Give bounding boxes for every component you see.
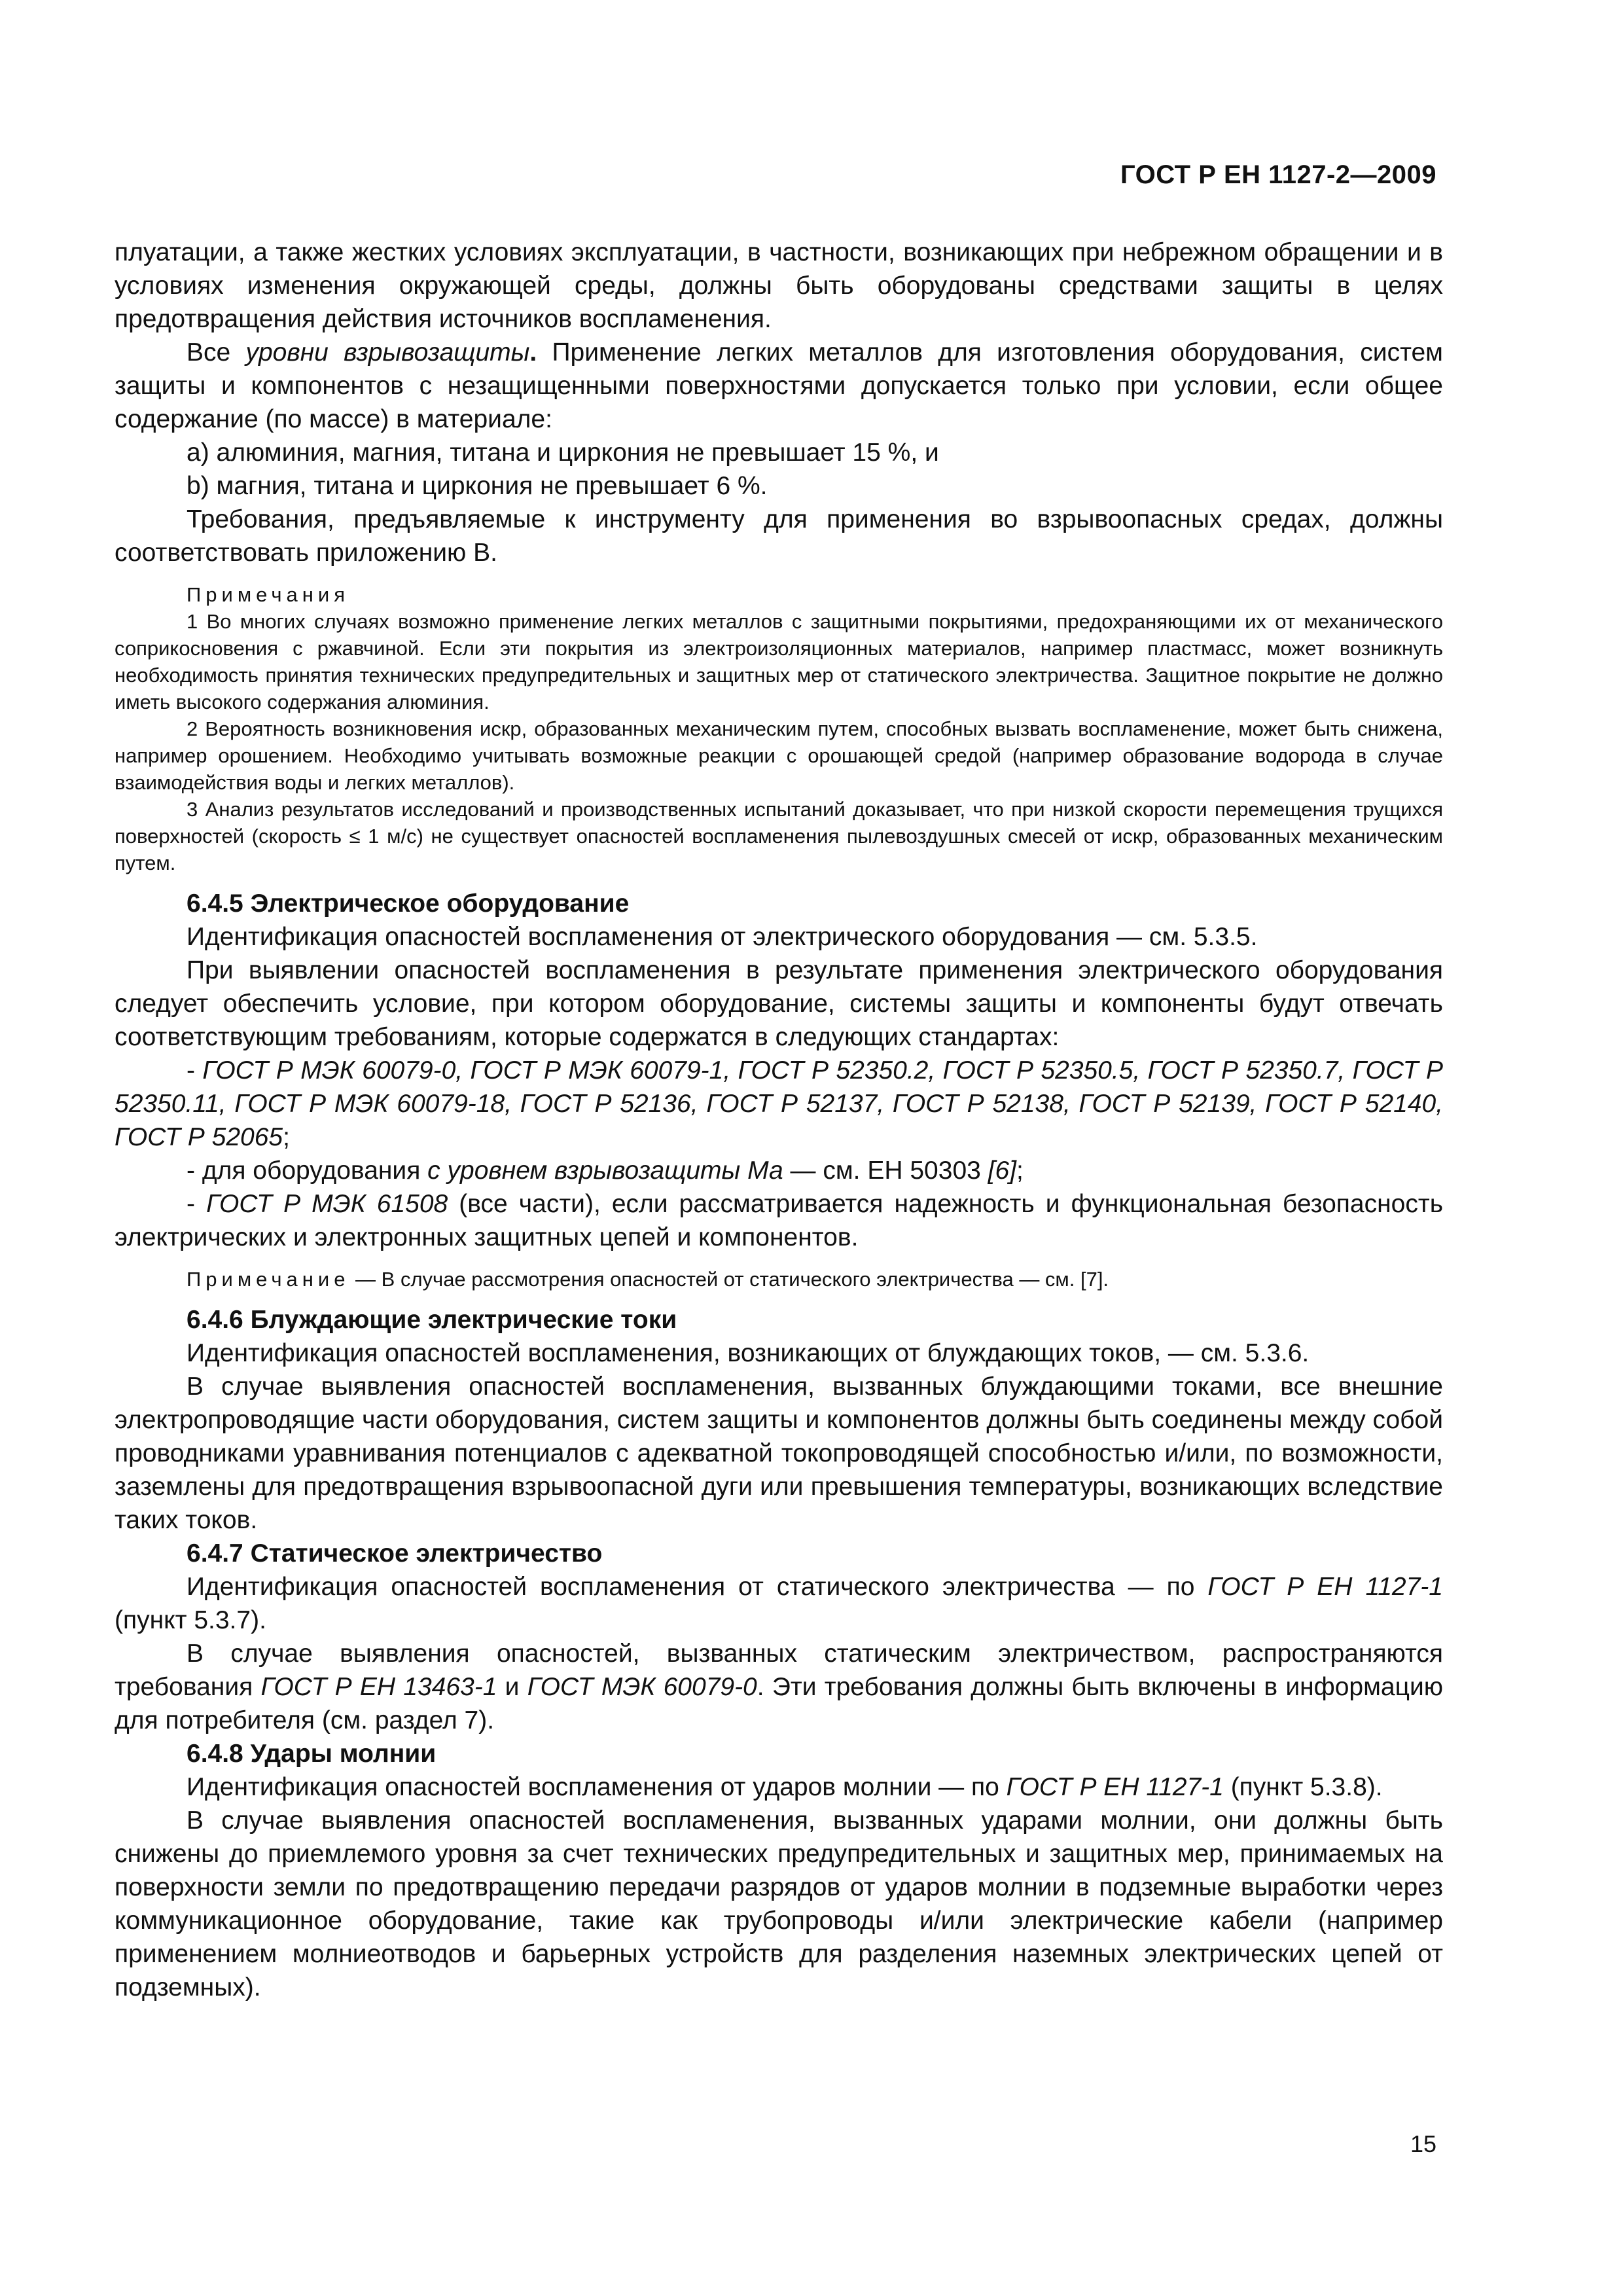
s645-bullet-1 bbox=[115, 1054, 1443, 1154]
text-run: (все части), если рассматривается надежность и функциональная безопасность электрических и электронных защитных цепей и компонентов. bbox=[115, 1190, 1444, 1251]
note-text: — В случае рассмотрения опасностей от статического электричества — см. [7]. bbox=[349, 1268, 1109, 1291]
section-heading-6-4-8: 6.4.8 Удары молнии bbox=[187, 1740, 437, 1768]
s646-paragraph-2: В случае выявления опасностей воспламенения, вызванных блуждающими токами, все внешние электропроводящие части оборудования, систем защиты и компонентов должны быть соединены между собой проводниками уравнивания потенциалов с адекватной токопроводящей способностью и/или, по возможности, заземлены для предотвращения взрывоопасной дуги или превышения температуры, возникающих вследствие таких токов. bbox=[115, 1372, 1443, 1534]
list-item-a: а) алюминия, магния, титана и циркония не превышает 15 %, и bbox=[187, 439, 939, 467]
s645-paragraph-2: При выявлении опасностей воспламенения в результате применения электрического оборудования следует обеспечить условие, при котором оборудование, системы защиты и компоненты будут отвечать соответствующим требованиям, которые содержатся в следующих стандартах: bbox=[115, 956, 1443, 1051]
text-run: - bbox=[187, 1190, 207, 1218]
text-run: Все bbox=[187, 338, 246, 367]
s645-bullet-3 bbox=[115, 1187, 1443, 1254]
notes-title: Примечания bbox=[187, 583, 349, 606]
text-run: (пункт 5.3.7). bbox=[115, 1606, 266, 1634]
text-run: ; bbox=[1016, 1157, 1024, 1185]
emphasis-text: с уровнем взрывозащиты Ма bbox=[427, 1157, 783, 1185]
text-run: Идентификация опасностей воспламенения от ударов молнии — по bbox=[187, 1773, 1007, 1801]
s648-paragraph-2: В случае выявления опасностей воспламенения, вызванных ударами молнии, они должны быть снижены до приемлемого уровня за счет технических предупредительных и защитных мер, принимаемых на поверхности земли по предотвращению передачи разрядов от ударов молнии в подземные выработки через коммуникационное оборудование, такие как трубопроводы и/или электрические кабели (например применением молниеотводов и барьерных устройств для разделения наземных электрических цепей от подземных). bbox=[115, 1806, 1443, 2001]
standard-ref: ГОСТ Р МЭК 61508 bbox=[206, 1190, 448, 1218]
page-body bbox=[115, 236, 1443, 2004]
text-run: ; bbox=[283, 1123, 290, 1151]
standard-ref: ГОСТ Р ЕН 1127-1 bbox=[1207, 1573, 1443, 1601]
text-run: - bbox=[187, 1056, 203, 1085]
reference: [6] bbox=[988, 1157, 1017, 1185]
emphasis-text: уровни взрывозащиты bbox=[245, 338, 530, 367]
standards-list: ГОСТ Р МЭК 60079-0, ГОСТ Р МЭК 60079-1, ГОСТ Р 52350.2, ГОСТ Р 52350.5, ГОСТ Р 52350.7, ГОСТ Р 52350.11, ГОСТ Р МЭК 60079-18, ГОСТ Р 52136, ГОСТ Р 52137, ГОСТ Р 52138, ГОСТ Р 52139, ГОСТ Р 52140, ГОСТ Р 52065 bbox=[115, 1056, 1443, 1151]
text-run: Идентификация опасностей воспламенения от статического электричества — по bbox=[187, 1573, 1208, 1601]
section-heading-6-4-5: 6.4.5 Электрическое оборудование bbox=[187, 889, 630, 918]
text-run: (пункт 5.3.8). bbox=[1223, 1773, 1383, 1801]
note-label: Примечание bbox=[187, 1268, 350, 1291]
note-2: 2 Вероятность возникновения искр, образованных механическим путем, способных вызвать воспламенение, может быть снижена, например орошением. Необходимо учитывать возможные реакции с орошающей средой (например образование водорода в случае взаимодействия воды и легких металлов). bbox=[115, 717, 1443, 794]
standard-ref: ГОСТ МЭК 60079-0 bbox=[527, 1673, 757, 1701]
note-1: 1 Во многих случаях возможно применение легких металлов с защитными покрытиями, предохраняющими их от механического соприкосновения с ржавчиной. Если эти покрытия из электроизоляционных материалов, например пластмасс, может возникнуть необходимость принятия технических предупредительных и защитных мер от статического электричества. Защитное покрытие не должно иметь высокого содержания алюминия. bbox=[115, 610, 1443, 713]
intro-paragraph-3: Требования, предъявляемые к инструменту для применения во взрывоопасных средах, должны соответствовать приложению В. bbox=[115, 505, 1443, 567]
s645-note bbox=[115, 1266, 1443, 1293]
notes-block bbox=[115, 581, 1443, 876]
standard-ref: ГОСТ Р ЕН 1127-1 bbox=[1006, 1773, 1224, 1801]
text-run: В случае выявления опасностей, вызванных статическим электричеством, распространяются требования bbox=[115, 1640, 1443, 1701]
s645-bullet-2 bbox=[115, 1154, 1443, 1187]
standard-designation: ГОСТ Р ЕН 1127-2—2009 bbox=[1120, 160, 1436, 189]
section-heading-6-4-7: 6.4.7 Статическое электричество bbox=[187, 1539, 603, 1568]
s646-paragraph-1: Идентификация опасностей воспламенения, возникающих от блуждающих токов, — см. 5.3.6. bbox=[187, 1339, 1310, 1367]
intro-paragraph-2 bbox=[115, 336, 1443, 436]
s648-paragraph-1 bbox=[115, 1770, 1443, 1804]
text-run: . Эти требования должны быть включены в информацию для потребителя (см. раздел 7). bbox=[115, 1673, 1443, 1734]
text-run: и bbox=[497, 1673, 527, 1701]
s645-paragraph-1: Идентификация опасностей воспламенения от электрического оборудования — см. 5.3.5. bbox=[187, 923, 1258, 951]
standard-ref: ГОСТ Р ЕН 13463-1 bbox=[260, 1673, 497, 1701]
text-run: - для оборудования bbox=[187, 1157, 428, 1185]
text-run: Применение легких металлов для изготовления оборудования, систем защиты и компонентов с незащищенными поверхностями допускается только при условии, если общее содержание (по массе) в материале: bbox=[115, 338, 1443, 433]
text-run: . bbox=[529, 338, 537, 367]
page-number: 15 bbox=[1410, 2130, 1436, 2157]
text-run: — см. ЕН 50303 bbox=[783, 1157, 988, 1185]
section-heading-6-4-6: 6.4.6 Блуждающие электрические токи bbox=[187, 1306, 677, 1334]
intro-paragraph-1: плуатации, а также жестких условиях эксплуатации, в частности, возникающих при небрежном обращении и в условиях изменения окружающей среды, должны быть оборудованы средствами защиты в целях предотвращения действия источников воспламенения. bbox=[115, 238, 1443, 333]
s647-paragraph-2 bbox=[115, 1637, 1443, 1737]
note-3: 3 Анализ результатов исследований и производственных испытаний доказывает, что при низкой скорости перемещения трущихся поверхностей (скорость ≤ 1 м/с) не существует опасностей воспламенения пылевоздушных смесей от искр, образованных механическим путем. bbox=[115, 798, 1443, 874]
s647-paragraph-1 bbox=[115, 1570, 1443, 1637]
list-item-b: b) магния, титана и циркония не превышает 6 %. bbox=[187, 472, 768, 500]
